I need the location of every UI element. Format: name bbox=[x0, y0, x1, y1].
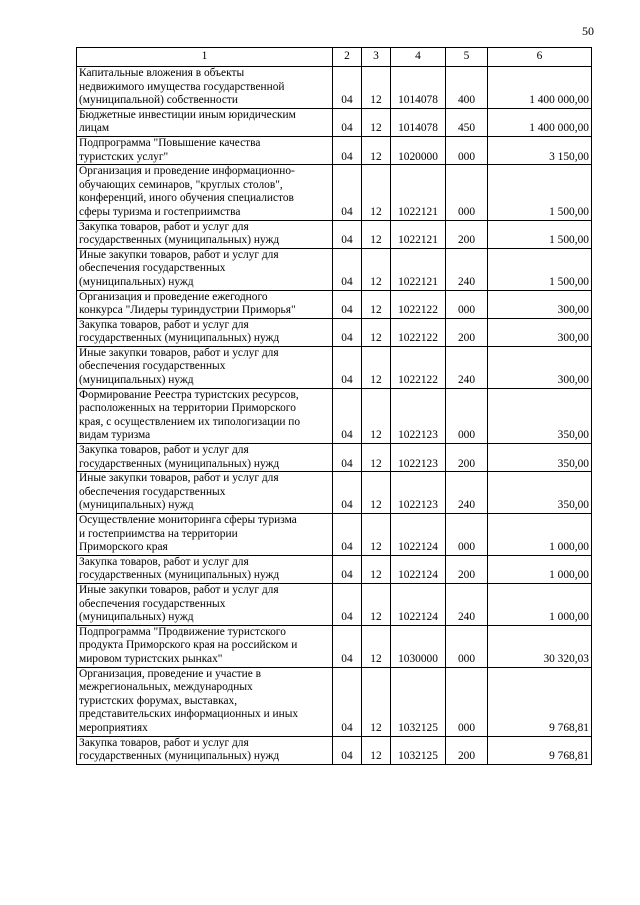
row-section: 04 bbox=[333, 108, 362, 136]
row-expense-type: 200 bbox=[446, 555, 488, 583]
row-amount: 30 320,03 bbox=[488, 625, 592, 667]
row-expense-type: 450 bbox=[446, 108, 488, 136]
table-row bbox=[77, 290, 592, 318]
row-name: Закупка товаров, работ и услуг для государственных (муниципальных) нужд bbox=[77, 220, 333, 248]
row-expense-type: 000 bbox=[446, 388, 488, 443]
row-section: 04 bbox=[333, 290, 362, 318]
row-subsection: 12 bbox=[362, 290, 391, 318]
row-section: 04 bbox=[333, 318, 362, 346]
row-subsection: 12 bbox=[362, 108, 391, 136]
row-target-code: 1020000 bbox=[391, 136, 446, 164]
row-section: 04 bbox=[333, 388, 362, 443]
table-row bbox=[77, 514, 592, 556]
column-header-2: 2 bbox=[333, 48, 362, 67]
row-section: 04 bbox=[333, 625, 362, 667]
row-section: 04 bbox=[333, 736, 362, 764]
row-target-code: 1022122 bbox=[391, 318, 446, 346]
row-expense-type: 240 bbox=[446, 248, 488, 290]
table-row bbox=[77, 388, 592, 443]
row-section: 04 bbox=[333, 136, 362, 164]
table-row bbox=[77, 108, 592, 136]
row-target-code: 1022123 bbox=[391, 388, 446, 443]
column-header-1: 1 bbox=[77, 48, 333, 67]
row-section: 04 bbox=[333, 67, 362, 109]
row-target-code: 1022121 bbox=[391, 248, 446, 290]
row-target-code: 1014078 bbox=[391, 108, 446, 136]
row-amount: 9 768,81 bbox=[488, 667, 592, 736]
row-subsection: 12 bbox=[362, 67, 391, 109]
table-row bbox=[77, 346, 592, 388]
row-subsection: 12 bbox=[362, 346, 391, 388]
row-section: 04 bbox=[333, 514, 362, 556]
row-expense-type: 200 bbox=[446, 318, 488, 346]
row-target-code: 1022122 bbox=[391, 290, 446, 318]
row-subsection: 12 bbox=[362, 667, 391, 736]
row-expense-type: 240 bbox=[446, 583, 488, 625]
row-amount: 1 500,00 bbox=[488, 220, 592, 248]
row-name: Иные закупки товаров, работ и услуг для обеспечения государственных (муниципальных) нужд bbox=[77, 248, 333, 290]
row-amount: 350,00 bbox=[488, 388, 592, 443]
row-name: Закупка товаров, работ и услуг для государственных (муниципальных) нужд bbox=[77, 444, 333, 472]
row-subsection: 12 bbox=[362, 472, 391, 514]
row-section: 04 bbox=[333, 220, 362, 248]
table-row bbox=[77, 555, 592, 583]
row-section: 04 bbox=[333, 667, 362, 736]
row-subsection: 12 bbox=[362, 388, 391, 443]
row-name: Подпрограмма "Повышение качества туристских услуг" bbox=[77, 136, 333, 164]
column-header-3: 3 bbox=[362, 48, 391, 67]
row-amount: 350,00 bbox=[488, 472, 592, 514]
table-row bbox=[77, 220, 592, 248]
row-expense-type: 200 bbox=[446, 220, 488, 248]
row-target-code: 1022122 bbox=[391, 346, 446, 388]
row-amount: 1 500,00 bbox=[488, 248, 592, 290]
row-name: Закупка товаров, работ и услуг для государственных (муниципальных) нужд bbox=[77, 555, 333, 583]
table-row bbox=[77, 625, 592, 667]
row-name: Закупка товаров, работ и услуг для государственных (муниципальных) нужд bbox=[77, 318, 333, 346]
table-row bbox=[77, 583, 592, 625]
page-number: 50 bbox=[582, 24, 594, 38]
row-amount: 1 400 000,00 bbox=[488, 67, 592, 109]
row-expense-type: 200 bbox=[446, 444, 488, 472]
row-target-code: 1030000 bbox=[391, 625, 446, 667]
row-subsection: 12 bbox=[362, 165, 391, 220]
row-amount: 1 000,00 bbox=[488, 514, 592, 556]
table-row bbox=[77, 165, 592, 220]
row-name: Иные закупки товаров, работ и услуг для обеспечения государственных (муниципальных) нужд bbox=[77, 583, 333, 625]
row-amount: 350,00 bbox=[488, 444, 592, 472]
row-name: Капитальные вложения в объекты недвижимого имущества государственной (муниципальной) собственности bbox=[77, 67, 333, 109]
table-row bbox=[77, 444, 592, 472]
row-name: Осуществление мониторинга сферы туризма и гостеприимства на территории Приморского края bbox=[77, 514, 333, 556]
row-expense-type: 000 bbox=[446, 136, 488, 164]
row-amount: 1 500,00 bbox=[488, 165, 592, 220]
row-target-code: 1022123 bbox=[391, 472, 446, 514]
row-amount: 1 400 000,00 bbox=[488, 108, 592, 136]
row-section: 04 bbox=[333, 248, 362, 290]
column-header-5: 5 bbox=[446, 48, 488, 67]
row-amount: 300,00 bbox=[488, 290, 592, 318]
table-row bbox=[77, 736, 592, 764]
row-expense-type: 000 bbox=[446, 290, 488, 318]
column-header-4: 4 bbox=[391, 48, 446, 67]
table-row bbox=[77, 136, 592, 164]
row-subsection: 12 bbox=[362, 136, 391, 164]
table-row bbox=[77, 472, 592, 514]
row-expense-type: 240 bbox=[446, 346, 488, 388]
row-expense-type: 240 bbox=[446, 472, 488, 514]
row-amount: 3 150,00 bbox=[488, 136, 592, 164]
budget-table-body bbox=[77, 48, 592, 765]
row-subsection: 12 bbox=[362, 625, 391, 667]
row-target-code: 1022123 bbox=[391, 444, 446, 472]
row-subsection: 12 bbox=[362, 514, 391, 556]
row-name: Организация и проведение ежегодного конкурса "Лидеры туриндустрии Приморья" bbox=[77, 290, 333, 318]
row-name: Организация, проведение и участие в межрегиональных, международных туристских форумах, выставках, представительских информационных и иных мероприятиях bbox=[77, 667, 333, 736]
row-subsection: 12 bbox=[362, 248, 391, 290]
row-target-code: 1022124 bbox=[391, 555, 446, 583]
row-section: 04 bbox=[333, 444, 362, 472]
table-row bbox=[77, 318, 592, 346]
row-expense-type: 000 bbox=[446, 514, 488, 556]
row-target-code: 1014078 bbox=[391, 67, 446, 109]
row-subsection: 12 bbox=[362, 444, 391, 472]
table-row bbox=[77, 248, 592, 290]
row-name: Формирование Реестра туристских ресурсов, расположенных на территории Приморского края, с осуществлением их типологизации по видам туризма bbox=[77, 388, 333, 443]
row-target-code: 1022121 bbox=[391, 165, 446, 220]
table-row bbox=[77, 67, 592, 109]
row-target-code: 1022121 bbox=[391, 220, 446, 248]
row-name: Иные закупки товаров, работ и услуг для обеспечения государственных (муниципальных) нужд bbox=[77, 346, 333, 388]
row-expense-type: 400 bbox=[446, 67, 488, 109]
row-name: Иные закупки товаров, работ и услуг для обеспечения государственных (муниципальных) нужд bbox=[77, 472, 333, 514]
row-amount: 300,00 bbox=[488, 318, 592, 346]
row-name: Закупка товаров, работ и услуг для государственных (муниципальных) нужд bbox=[77, 736, 333, 764]
row-subsection: 12 bbox=[362, 736, 391, 764]
row-subsection: 12 bbox=[362, 583, 391, 625]
budget-table bbox=[76, 47, 592, 765]
row-section: 04 bbox=[333, 555, 362, 583]
table-row bbox=[77, 667, 592, 736]
column-header-6: 6 bbox=[488, 48, 592, 67]
row-name: Подпрограмма "Продвижение туристского продукта Приморского края на российском и мировом туристских рынках" bbox=[77, 625, 333, 667]
row-target-code: 1022124 bbox=[391, 514, 446, 556]
row-section: 04 bbox=[333, 165, 362, 220]
row-target-code: 1032125 bbox=[391, 736, 446, 764]
row-amount: 300,00 bbox=[488, 346, 592, 388]
row-subsection: 12 bbox=[362, 220, 391, 248]
row-section: 04 bbox=[333, 583, 362, 625]
row-target-code: 1032125 bbox=[391, 667, 446, 736]
row-amount: 9 768,81 bbox=[488, 736, 592, 764]
row-name: Организация и проведение информационно- обучающих семинаров, "круглых столов", конференций, иного обучения специалистов сферы туризма и гостеприимства bbox=[77, 165, 333, 220]
table-header-row bbox=[77, 48, 592, 67]
row-subsection: 12 bbox=[362, 318, 391, 346]
row-expense-type: 000 bbox=[446, 667, 488, 736]
row-amount: 1 000,00 bbox=[488, 583, 592, 625]
row-expense-type: 000 bbox=[446, 165, 488, 220]
row-amount: 1 000,00 bbox=[488, 555, 592, 583]
row-expense-type: 200 bbox=[446, 736, 488, 764]
row-section: 04 bbox=[333, 346, 362, 388]
row-subsection: 12 bbox=[362, 555, 391, 583]
row-section: 04 bbox=[333, 472, 362, 514]
row-name: Бюджетные инвестиции иным юридическим лицам bbox=[77, 108, 333, 136]
row-expense-type: 000 bbox=[446, 625, 488, 667]
row-target-code: 1022124 bbox=[391, 583, 446, 625]
